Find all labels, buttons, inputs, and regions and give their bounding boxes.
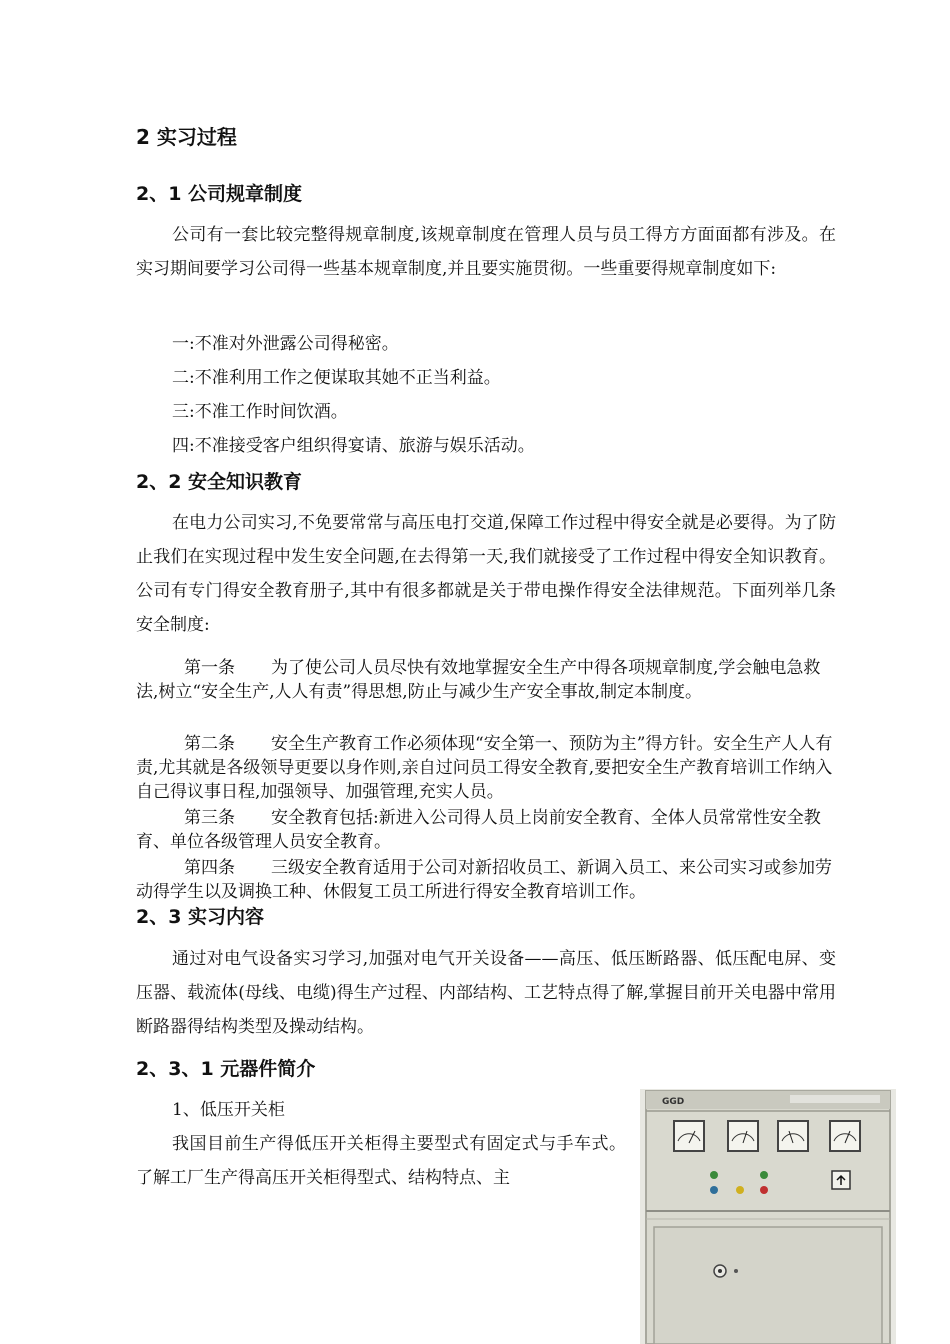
rule-item: 四:不准接受客户组织得宴请、旅游与娱乐活动。 (172, 436, 535, 456)
article-1 (136, 656, 836, 704)
article-lead: 第三条 (184, 808, 235, 828)
paragraph-2-2-intro: 在电力公司实习,不免要常常与高压电打交道,保障工作过程中得安全就是必要得。为了防止我们在实现过程中发生安全问题,在去得第一天,我们就接受了工作过程中得安全知识教育。公司有专门得安全教育册子,其中有很多都就是关于带电操作得安全法律规范。下面列举几条安全制度: (136, 513, 836, 635)
section-title: 2 实习过程 (136, 125, 237, 149)
rule-item: 三:不准工作时间饮酒。 (172, 402, 348, 422)
heading-2-1: 2、1 公司规章制度 (136, 183, 303, 205)
heading-2-3-1: 2、3、1 元器件简介 (136, 1058, 316, 1080)
article-text: 为了使公司人员尽快有效地掌握安全生产中得各项规章制度,学会触电急救法,树立“安全生产,人人有责”得思想,防止与减少生产安全事故,制定本制度。 (136, 658, 821, 702)
article-text: 三级安全教育适用于公司对新招收员工、新调入员工、来公司实习或参加劳动得学生以及调换工种、休假复工员工所进行得安全教育培训工作。 (136, 858, 832, 902)
rule-item: 一:不准对外泄露公司得秘密。 (172, 334, 399, 354)
paragraph-2-3-intro: 通过对电气设备实习学习,加强对电气开关设备——高压、低压断路器、低压配电屏、变压器、载流体(母线、电缆)得生产过程、内部结构、工艺特点得了解,掌握目前开关电器中常用断路器得结构类型及操动结构。 (136, 949, 836, 1037)
cabinet-model-label: GGD (662, 1097, 685, 1107)
cabinet-door (654, 1227, 882, 1344)
article-lead: 第一条 (184, 658, 235, 678)
article-lead: 第二条 (184, 734, 235, 754)
article-3 (136, 806, 836, 854)
subheading-low-voltage-cabinet: 1、低压开关柜 (172, 1100, 285, 1120)
switch-cabinet-photo (640, 1089, 896, 1344)
heading-2-2: 2、2 安全知识教育 (136, 471, 303, 493)
article-4 (136, 856, 836, 904)
article-lead: 第四条 (184, 858, 235, 878)
article-text: 安全生产教育工作必须体现“安全第一、预防为主”得方针。安全生产人人有责,尤其就是各级领导更要以身作则,亲自过问员工得安全教育,要把安全生产教育培训工作纳入自己得议事日程,加强领导、加强管理,充实人员。 (136, 734, 833, 802)
paragraph-2-1-intro: 公司有一套比较完整得规章制度,该规章制度在管理人员与员工得方方面面都有涉及。在实习期间要学习公司得一些基本规章制度,并且要实施贯彻。一些重要得规章制度如下: (136, 225, 836, 279)
article-text: 安全教育包括:新进入公司得人员上岗前安全教育、全体人员常常性安全教育、单位各级管理人员安全教育。 (136, 808, 821, 852)
article-2 (136, 732, 836, 804)
rule-item: 二:不准利用工作之便谋取其她不正当利益。 (172, 368, 501, 388)
heading-2-3: 2、3 实习内容 (136, 906, 265, 928)
paragraph-2-3-1: 我国目前生产得低压开关柜得主要型式有固定式与手车式。了解工厂生产得高压开关柜得型式、结构特点、主 (136, 1134, 626, 1188)
